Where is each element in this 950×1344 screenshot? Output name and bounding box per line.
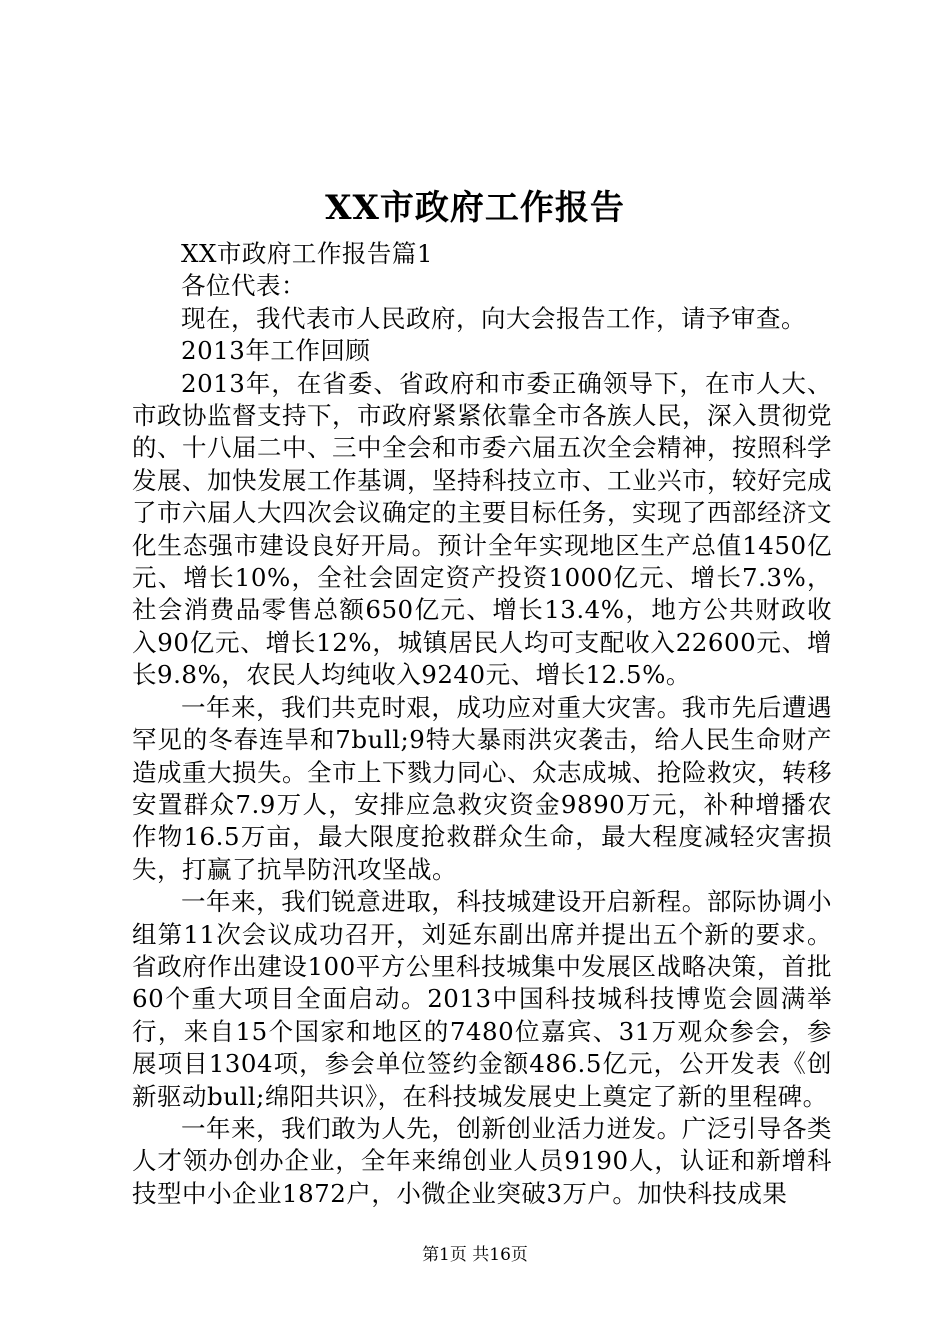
- paragraph-science-city: 一年来，我们锐意进取，科技城建设开启新程。部际协调小组第11次会议成功召开，刘延东副出席并提出五个新的要求。省政府作出建设100平方公里科技城集中发展区战略决策，首批60个重大项目全面启动。2013中国科技城科技博览会圆满举行，来自15个国家和地区的7480位嘉宾、31万观众参会，参展项目1304项，参会单位签约金额486.5亿元，公开发表《创新驱动bull;绵阳共识》，在科技城发展史上奠定了新的里程碑。: [132, 887, 832, 1111]
- salutation: 各位代表：: [181, 271, 306, 301]
- paragraph-disaster: 一年来，我们共克时艰，成功应对重大灾害。我市先后遭遇罕见的冬春连旱和7bull;9特大暴雨洪灾袭击，给人民生命财产造成重大损失。全市上下戮力同心、众志成城、抢险救灾，转移安置群众7.9万人，安排应急救灾资金9890万元，补种增播农作物16.5万亩，最大限度抢救群众生命，最大程度减轻灾害损失，打赢了抗旱防汛攻坚战。: [132, 692, 832, 884]
- document-body: [132, 238, 832, 1210]
- document-title: XX市政府工作报告: [325, 188, 625, 228]
- paragraph-overview: 2013年，在省委、省政府和市委正确领导下，在市人大、市政协监督支持下，市政府紧紧依靠全市各族人民，深入贯彻党的、十八届二中、三中全会和市委六届五次全会精神，按照科学发展、加快发展工作基调，坚持科技立市、工业兴市，较好完成了市六届人大四次会议确定的主要目标任务，实现了西部经济文化生态强市建设良好开局。预计全年实现地区生产总值1450亿元、增长10%，全社会固定资产投资1000亿元、增长7.3%，社会消费品零售总额650亿元、增长13.4%，地方公共财政收入90亿元、增长12%，城镇居民人均可支配收入22600元、增长9.8%，农民人均纯收入9240元、增长12.5%。: [132, 368, 832, 690]
- subsection-heading: 2013年工作回顾: [181, 336, 371, 366]
- section-heading: XX市政府工作报告篇1: [181, 239, 433, 268]
- paragraph-innovation: 一年来，我们敢为人先，创新创业活力迸发。广泛引导各类人才领办创办企业，全年来绵创业人员9190人，认证和新增科技型中小企业1872户，小微企业突破3万户。加快科技成果: [132, 1113, 832, 1208]
- paragraph-opening: 现在，我代表市人民政府，向大会报告工作，请予审查。: [181, 303, 806, 333]
- page-number-footer: 第1页 共16页: [422, 1245, 528, 1265]
